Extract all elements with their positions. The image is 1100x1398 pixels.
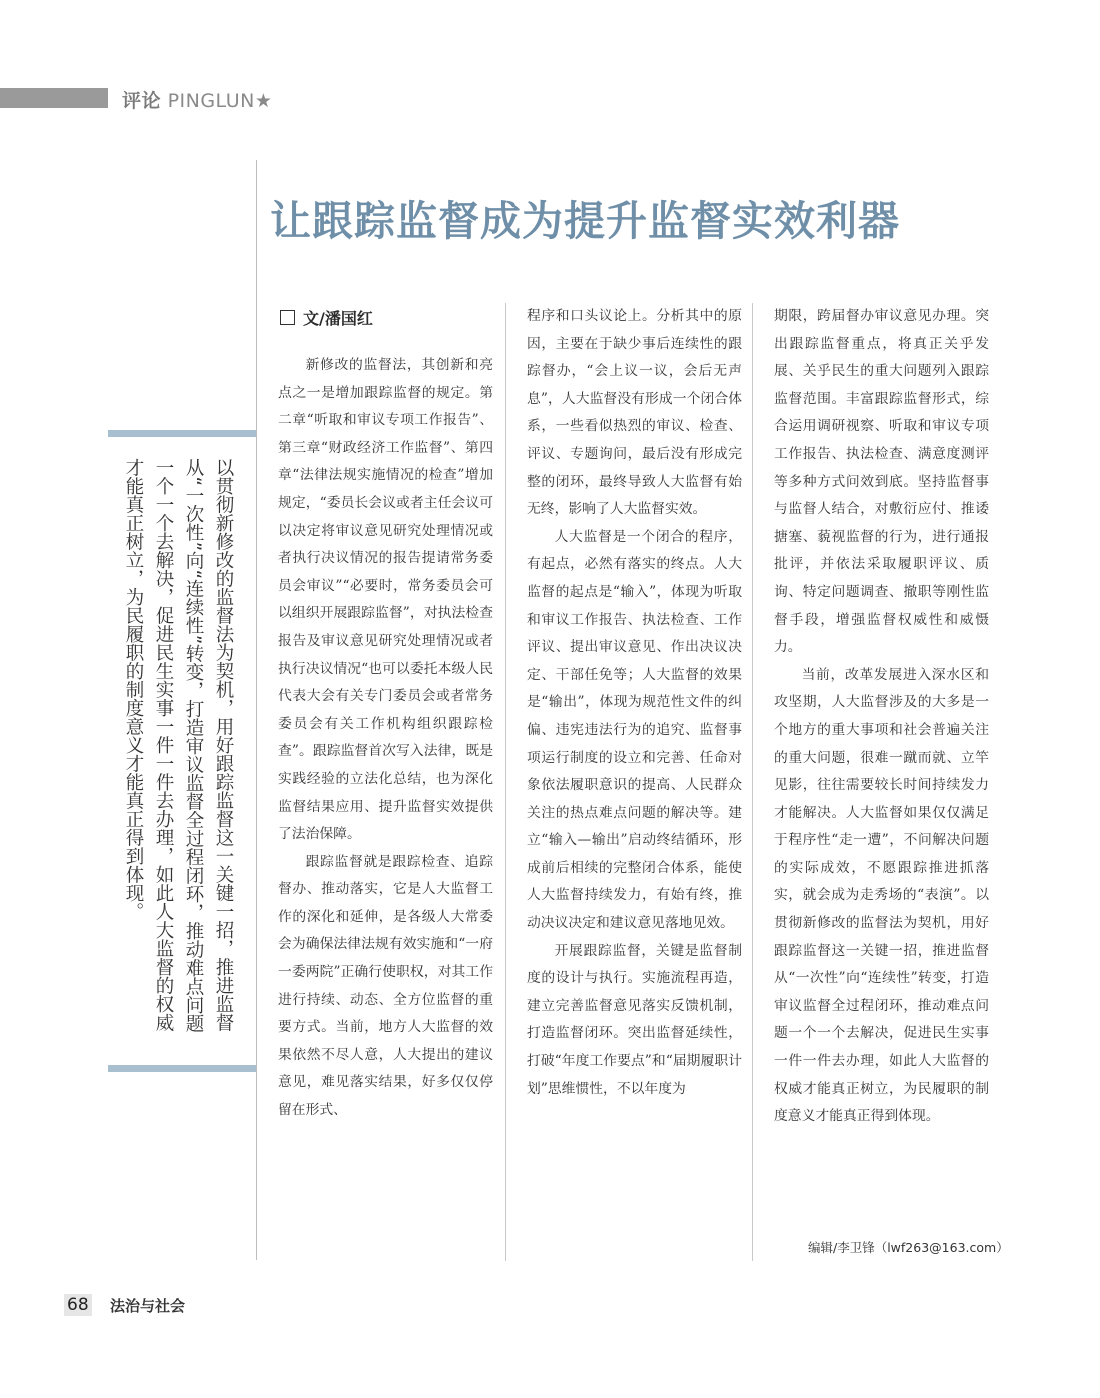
title-rule <box>256 160 257 1260</box>
byline <box>280 306 373 329</box>
paragraph: 当前，改革发展进入深水区和攻坚期，人大监督涉及的大多是一个地方的重大事项和社会普遍关注的重大问题，很难一蹴而就、立竿见影，往往需要较长时间持续发力才能解决。人大监督如果仅仅满足于程序性“走一遭”，不问解决问题的实际成效，不愿跟踪推进抓落实，就会成为走秀场的“表演”。以贯彻新修改的监督法为契机，用好跟踪监督这一关键一招，推进监督从“一次性”向“连续性”转变，打造审议监督全过程闭环，推动难点问题一个一个去解决，促进民生实事一件一件去办理，如此人大监督的权威才能真正树立，为民履职的制度意义才能真正得到体现。 <box>774 666 989 1125</box>
pull-quote: 以贯彻新修改的监督法为契机，用好跟踪监督这一关键一招，推进监督从“一次性”向“连续性”转变，打造审议监督全过程闭环，推动难点问题一个一个去解决，促进民生实事一件一件去办理，如此人大监督的权威才能真正树立，为民履职的制度意义才能真正得到体现。 <box>123 458 234 1033</box>
section-header <box>122 86 272 113</box>
paragraph: 跟踪监督就是跟踪检查、追踪督办、推动落实，它是人大监督工作的深化和延伸，是各级人大常委会为确保法律法规有效实施和“一府一委两院”正确行使职权，对其工作进行持续、动态、全方位监督的重要方式。当前，地方人大监督的效果依然不尽人意，人大提出的建议意见，难见落实结果，好多仅仅停留在形式、 <box>278 853 493 1119</box>
column-divider <box>505 303 506 1261</box>
paragraph: 人大监督是一个闭合的程序，有起点，必然有落实的终点。人大监督的起点是“输入”，体现为听取和审议工作报告、执法检查、工作评议、提出审议意见、作出决议决定、干部任免等；人大监督的效果是“输出”，体现为规范性文件的纠偏、违宪违法行为的追究、监督事项运行制度的设立和完善、任命对象依法履职意识的提高、人民群众关注的热点难点问题的解决等。建立“输入—输出”启动终结循环，形成前后相续的完整闭合体系，能使人大监督持续发力，有始有终，推动决议决定和建议意见落地见效。 <box>527 528 742 932</box>
article-title: 让跟踪监督成为提升监督实效利器 <box>270 197 900 245</box>
pull-quote-rule-bottom <box>108 1065 256 1072</box>
paragraph: 开展跟踪监督，关键是监督制度的设计与执行。实施流程再造，建立完善监督意见落实反馈机制，打造监督闭环。突出监督延续性，打破“年度工作要点”和“届期履职计划”思维惯性，不以年度为 <box>527 942 742 1097</box>
page-number: 68 <box>64 1294 92 1316</box>
author: 文/潘国红 <box>303 309 373 328</box>
section-name-en: PINGLUN <box>167 90 255 112</box>
paragraph: 程序和口头议论上。分析其中的原因，主要在于缺少事后连续性的跟踪督办，“会上议一议，会后无声息”，人大监督没有形成一个闭合体系，一些看似热烈的审议、检查、评议、专题询问，最后没有形成完整的闭环，最终导致人大监督有始无终，影响了人大监督实效。 <box>527 308 742 518</box>
column-2 <box>527 303 742 1103</box>
column-1 <box>278 352 493 1125</box>
column-divider <box>752 303 753 1261</box>
section-header-bar <box>0 88 108 108</box>
section-name-zh: 评论 <box>122 90 162 112</box>
paragraph: 期限，跨届督办审议意见办理。突出跟踪监督重点，将真正关乎发展、关乎民生的重大问题列入跟踪监督范围。丰富跟踪监督形式，综合运用调研视察、听取和审议专项工作报告、执法检查、满意度测评等多种方式问效到底。坚持监督事与监督人结合，对敷衍应付、推诿搪塞、藐视监督的行为，进行通报批评，并依法采取履职评议、质询、特定问题调查、撤职等刚性监督手段，增强监督权威性和威慑力。 <box>774 308 989 656</box>
column-3 <box>774 303 989 1131</box>
paragraph: 新修改的监督法，其创新和亮点之一是增加跟踪监督的规定。第二章“听取和审议专项工作报告”、第三章“财政经济工作监督”、第四章“法律法规实施情况的检查”增加规定，“委员长会议或者主任会议可以决定将审议意见研究处理情况或者执行决议情况的报告提请常务委员会审议”“必要时，常务委员会可以组织开展跟踪监督”，对执法检查报告及审议意见研究处理情况或者执行决议情况“也可以委托本级人民代表大会有关专门委员会或者常务委员会有关工作机构组织跟踪检查”。跟踪监督首次写入法律，既是实践经验的立法化总结，也为深化监督结果应用、提升监督实效提供了法治保障。 <box>278 357 493 843</box>
pull-quote-rule-top <box>108 430 256 437</box>
checkbox-square-icon <box>280 310 295 325</box>
editor-credit: 编辑/李卫锋（lwf263@163.com） <box>808 1240 1009 1255</box>
magazine-name: 法治与社会 <box>110 1297 186 1315</box>
star-icon: ★ <box>254 90 273 112</box>
